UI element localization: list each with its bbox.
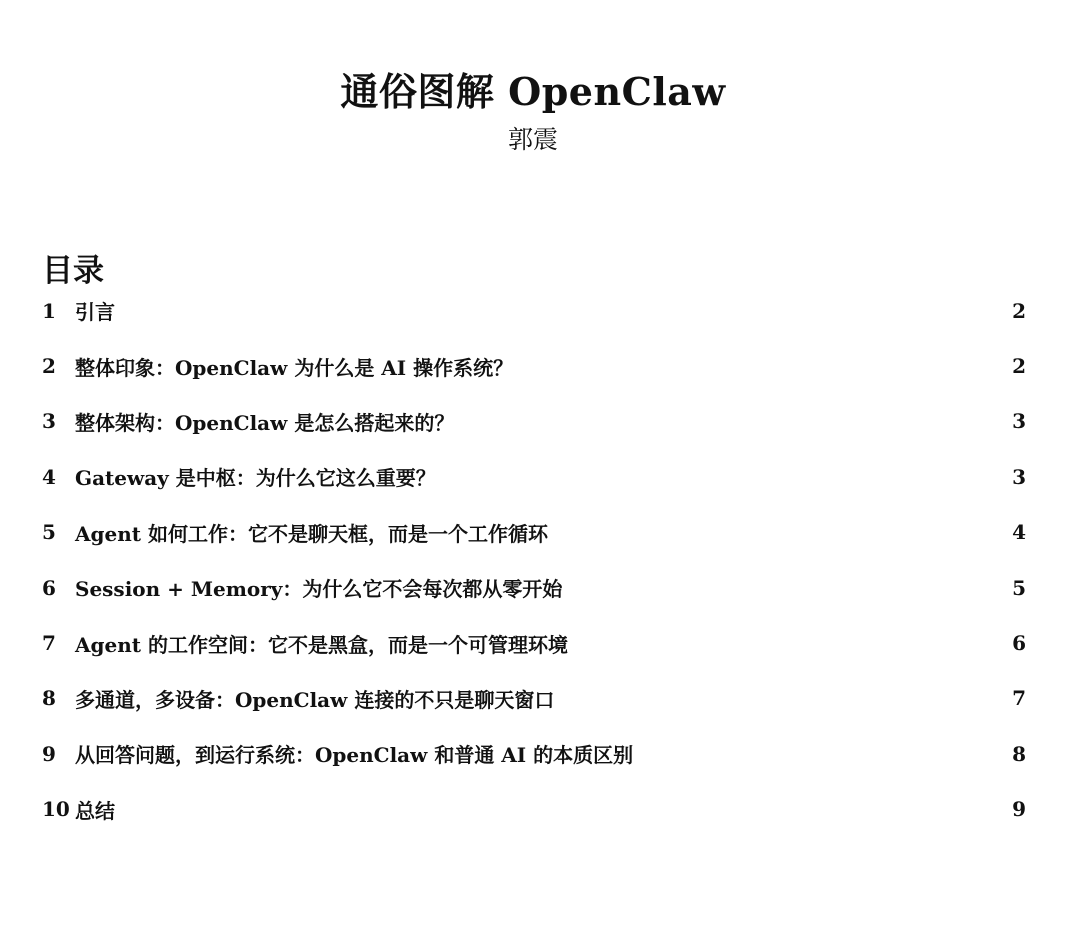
toc-entry-2[interactable] <box>42 338 1026 393</box>
toc-entry-10[interactable] <box>42 782 1026 837</box>
toc-entry-title[interactable]: 多通道，多设备：OpenClaw 连接的不只是聊天窗口 <box>75 687 555 712</box>
toc-entry-number: 8 <box>42 686 56 711</box>
toc-entry-3[interactable] <box>42 394 1026 449</box>
table-of-contents <box>42 283 1026 837</box>
toc-entry-title[interactable]: 整体架构：OpenClaw 是怎么搭起来的？ <box>75 410 455 435</box>
toc-entry-title[interactable]: 整体印象：OpenClaw 为什么是 AI 操作系统？ <box>75 355 514 380</box>
toc-entry-7[interactable] <box>42 615 1026 670</box>
toc-entry-title[interactable]: 从回答问题，到运行系统：OpenClaw 和普通 AI 的本质区别 <box>75 743 634 768</box>
toc-entry-number: 6 <box>42 575 56 600</box>
document-title: 通俗图解 OpenClaw <box>340 69 726 115</box>
toc-entry-page[interactable]: 2 <box>1012 354 1026 379</box>
toc-entry-number: 9 <box>42 741 56 766</box>
toc-entry-number: 2 <box>42 354 56 379</box>
toc-entry-6[interactable] <box>42 560 1026 615</box>
toc-entry-9[interactable] <box>42 726 1026 781</box>
toc-entry-page[interactable]: 2 <box>1012 298 1026 323</box>
toc-entry-title[interactable]: Agent 的工作空间：它不是黑盒，而是一个可管理环境 <box>75 632 568 657</box>
toc-entry-page[interactable]: 6 <box>1012 631 1026 656</box>
toc-entry-page[interactable]: 9 <box>1012 797 1026 822</box>
toc-entry-number: 1 <box>42 298 56 323</box>
toc-entry-title[interactable]: 引言 <box>75 300 115 325</box>
document-author: 郭震 <box>507 125 558 154</box>
toc-entry-number: 3 <box>42 409 56 434</box>
toc-heading: 目录 <box>42 252 104 289</box>
toc-entry-title[interactable]: Agent 如何工作：它不是聊天框，而是一个工作循环 <box>75 521 548 546</box>
toc-entry-1[interactable] <box>42 283 1026 338</box>
toc-entry-title[interactable]: 总结 <box>75 798 115 823</box>
toc-entry-page[interactable]: 8 <box>1012 741 1026 766</box>
toc-entry-number: 7 <box>42 631 56 656</box>
toc-entry-number: 4 <box>42 464 56 489</box>
toc-entry-page[interactable]: 4 <box>1012 520 1026 545</box>
toc-entry-4[interactable] <box>42 449 1026 504</box>
toc-entry-page[interactable]: 5 <box>1012 575 1026 600</box>
toc-entry-number: 5 <box>42 520 56 545</box>
toc-entry-8[interactable] <box>42 671 1026 726</box>
toc-entry-5[interactable] <box>42 505 1026 560</box>
toc-entry-page[interactable]: 7 <box>1012 686 1026 711</box>
toc-entry-title[interactable]: Gateway 是中枢：为什么它这么重要？ <box>75 466 436 491</box>
toc-entry-page[interactable]: 3 <box>1012 409 1026 434</box>
toc-entry-number: 10 <box>42 797 70 822</box>
toc-entry-page[interactable]: 3 <box>1012 464 1026 489</box>
toc-entry-title[interactable]: Session + Memory：为什么它不会每次都从零开始 <box>75 577 563 602</box>
